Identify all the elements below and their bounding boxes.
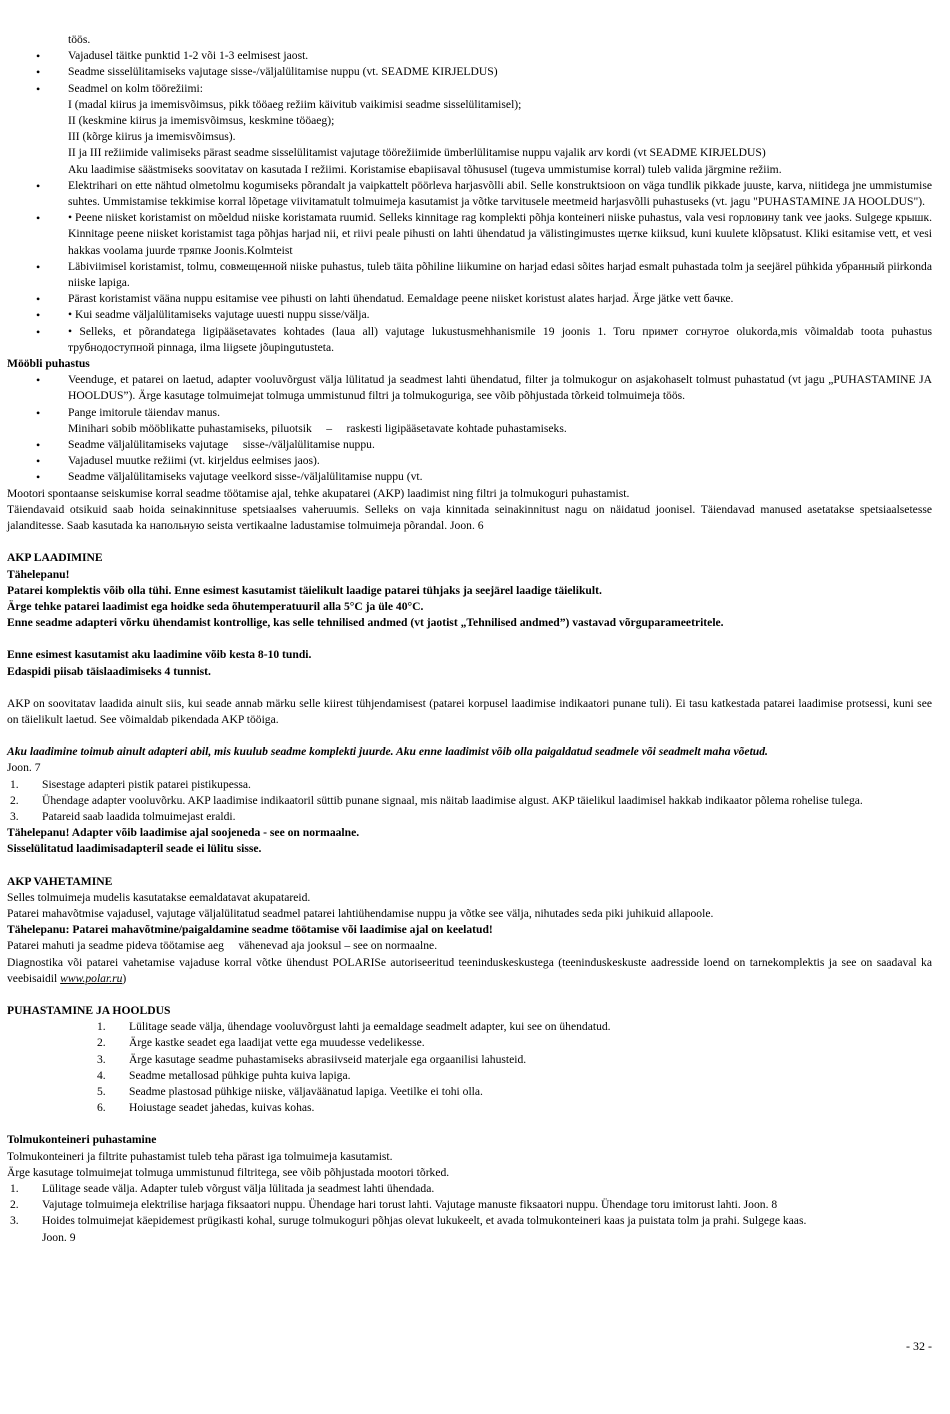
- paragraph: Täiendavaid otsikuid saab hoida seinakinnituse spetsiaalses vaheruumis. Selleks on vaja kinnitada seinakinnitust nagu on näidatud joonisel. Täiendavad manused asetatakse spetsiaalsetesse jalanditesse. Saab kasutada ka напольную seista vertikaalne ladustamise tolmuimeja põrandal. Joon. 6: [7, 502, 932, 533]
- warning-text: Tähelepanu: Patarei mahavõtmine/paigaldamine seadme töötamise või laadimise ajal on keelatud!: [7, 923, 493, 937]
- list-item: [7, 809, 932, 825]
- dust-steps: [7, 1181, 932, 1230]
- list-item: töös.: [68, 33, 91, 46]
- list-item: • Seadme väljalülitamiseks vajutage veelkord sisse-/väljalülitamise nuppu (vt.: [7, 469, 932, 485]
- step-text: Hoiustage seadet jahedas, kuivas kohas.: [129, 1101, 315, 1115]
- list-item: [7, 81, 932, 178]
- step-number: 2.: [97, 1036, 106, 1050]
- step-text: Ärge kastke seadet ega laadijat vette ega muudesse vedelikesse.: [129, 1036, 425, 1050]
- modes-intro: Seadmel on kolm töörežiimi:: [68, 81, 203, 95]
- paragraph-text: ): [122, 971, 127, 985]
- paragraph: Tolmukonteineri ja filtrite puhastamist tuleb teha pärast iga tolmuimeja kasutamist.: [7, 1149, 393, 1163]
- paragraph: Patarei mahavõtmise vajadusel, vajutage väljalülitatud seadmel patarei lahtiühendamise nuppu ja võtke see välja, nihutades seda piki juhikuid allapoole.: [7, 906, 714, 920]
- intro-list: [7, 32, 932, 356]
- list-item: [7, 777, 932, 793]
- paragraph: [7, 955, 932, 987]
- step-text: Patareid saab laadida tolmuimejast eraldi.: [42, 809, 236, 823]
- step-text: Hoides tolmuimejat käepidemest prügikasti kohal, suruge tolmukoguri põhjas olevat lukukeelt, et avada tolmukonteineri kaas ja puistata tolm ja prahi. Sulgege kaas.: [42, 1214, 807, 1228]
- step-text: Lülitage seade välja. Adapter tuleb võrgust välja lülitada ja seadmest lahti ühendada.: [42, 1182, 435, 1195]
- list-item: • Seadme sisselülitamiseks vajutage sisse-/väljalülitamise nuppu (vt. SEADME KIRJELDUS): [7, 64, 932, 80]
- list-item: • Elektrihari on ette nähtud olmetolmu kogumiseks põrandalt ja vaipkattelt pöörleva harjasvõlli abil. Selle konstruktsioon on väga tundlik pikkade juuste, karva, niitidega jne ummistumise suhtes. Ummistamise tekkimise korral lõpetage viivitamatult tolmuimeja kasutamist ja võtke tarvitusele meetmeid harjasvõlli puhastuseks (vt. jagu "PUHASTAMINE JA HOOLDUS").: [7, 178, 932, 210]
- paragraph: Ärge kasutage tolmuimejat tolmuga ummistunud filtritega, see võib põhjustada mootori tõrked.: [7, 1165, 450, 1179]
- care-heading: PUHASTAMINE JA HOOLDUS: [7, 1003, 171, 1017]
- list-item: [7, 1213, 932, 1229]
- list-item: [7, 405, 932, 437]
- list-item: • Läbiviimisel koristamist, tolmu, совмещенной niiske puhastus, tuleb täita põhiline liikumine on harjad edasi sõites harjad esmalt puhastada tolm ja seejärel pühkida убранный piirkonda niiske lapiga.: [7, 259, 932, 291]
- list-item: [7, 1035, 932, 1051]
- list-item: [7, 1197, 932, 1213]
- furniture-heading: Mööbli puhastus: [7, 357, 90, 371]
- replace-heading: AKP VAHETAMINE: [7, 874, 113, 888]
- list-item: • Vajadusel täitke punktid 1-2 või 1-3 eelmisest jaost.: [7, 48, 932, 64]
- document-page: [7, 32, 932, 1246]
- paragraph: Patarei mahuti ja seadme pideva töötamise aeg vähenevad aja jooksul – see on normaalne.: [7, 939, 438, 953]
- step-text: Seadme metallosad pühkige puhta kuiva lapiga.: [129, 1068, 351, 1082]
- list-item: [7, 1068, 932, 1084]
- list-item: [7, 1084, 932, 1100]
- step-number: 1.: [10, 1182, 19, 1195]
- mode-line: II (keskmine kiirus ja imemisvõimsus, keskmine tööaeg);: [68, 114, 335, 128]
- step-text: Sisestage adapteri pistik patarei pistikupessa.: [42, 777, 251, 791]
- dust-heading: Tolmukonteineri puhastamine: [7, 1133, 157, 1147]
- warning-text: Ärge tehke patarei laadimist ega hoidke seda õhutemperatuuril alla 5°C ja üle 40°C.: [7, 599, 424, 613]
- list-item-text: Pange imitorule täiendav manus.: [68, 405, 220, 419]
- list-item: • Seadme väljalülitamiseks vajutage sisse-/väljalülitamise nuppu.: [7, 437, 932, 453]
- figure-ref: Joon. 7: [7, 761, 41, 775]
- step-number: 3.: [97, 1052, 106, 1066]
- page-number: - 32 -: [906, 1339, 932, 1353]
- care-steps: [7, 1019, 932, 1116]
- attention-label: Tähelepanu!: [7, 567, 70, 581]
- step-text: Seadme plastosad pühkige niiske, väljaväänatud lapiga. Veetilke ei tohi olla.: [129, 1084, 483, 1098]
- warning-text: Tähelepanu! Adapter võib laadimise ajal soojeneda - see on normaalne.: [7, 826, 360, 840]
- step-number: 2.: [10, 793, 19, 807]
- charging-steps: [7, 777, 932, 826]
- list-item: [7, 1019, 932, 1035]
- warning-text: Enne seadme adapteri võrku ühendamist kontrollige, kas selle tehnilised andmed (vt jaotist „Tehnilised andmed”) vastavad võrguparameetritele.: [7, 616, 724, 630]
- list-item: [7, 793, 932, 809]
- mode-line: Aku laadimise säästmiseks soovitatav on kasutada I režiimi. Koristamise ebapiisaval tõhususel (tugeva ummistumise korral) tuleb valida järgmine režiim.: [68, 162, 782, 176]
- warning-text: Sisselülitatud laadimisadapteril seade ei lülitu sisse.: [7, 842, 262, 856]
- paragraph: Mootori spontaanse seiskumise korral seadme töötamise ajal, tehke akupatarei (AKP) laadimist ning filtri ja tolmukoguri puhastamist.: [7, 486, 630, 500]
- step-number: 1.: [97, 1020, 106, 1034]
- list-item: [7, 1052, 932, 1068]
- step-text: Vajutage tolmuimeja elektrilise harjaga fiksaatori nuppu. Ühendage hari torust lahti. Vajutage manuste fiksaatori nuppu. Ühendage toru imitorust lahti. Joon. 8: [42, 1198, 778, 1212]
- list-item: • Pärast koristamist vääna nuppu esitamise vee pihusti on lahti ühendatud. Eemaldage peene niisket koristust alates harjad. Ärge jätke vett бачке.: [7, 291, 932, 307]
- figure-ref: Joon. 9: [42, 1230, 76, 1244]
- step-number: 4.: [97, 1068, 106, 1082]
- paragraph-text: Diagnostika või patarei vahetamise vajaduse korral võtke ühendust POLARISe autoriseeritud teeninduskeskustega (teeninduskeskuste aadresside loend on tarnekomplektis ja see on saadaval ka veebisaidil: [7, 955, 932, 985]
- list-item-text: Minihari sobib mööblikatte puhastamiseks, piluotsik – raskesti ligipääsetavate kohtade puhastamiseks.: [68, 421, 567, 435]
- step-number: 3.: [10, 1214, 19, 1228]
- warning-text: Enne esimest kasutamist aku laadimine võib kesta 8-10 tundi.: [7, 648, 312, 662]
- mode-line: I (madal kiirus ja imemisvõimsus, pikk tööaeg režiim käivitub vaikimisi seadme sisselülitamisel);: [68, 97, 522, 111]
- emphasis-text: Aku laadimine toimub ainult adapteri abil, mis kuulub seadme komplekti juurde. Aku enne laadimist võib olla paigaldatud seadmele või seadmelt maha võetud.: [7, 745, 768, 759]
- step-number: 3.: [10, 809, 19, 823]
- list-item: • • Kui seadme väljalülitamiseks vajutage uuesti nuppu sisse/välja.: [7, 307, 932, 323]
- mode-line: II ja III režiimide valimiseks pärast seadme sisselülitamist vajutage töörežiimide ümberlülitamise nuppu vajalik arv kordi (vt SEADME KIRJELDUS): [68, 146, 766, 160]
- step-number: 6.: [97, 1101, 106, 1115]
- list-item: • Vajadusel muutke režiimi (vt. kirjeldus eelmises jaos).: [7, 453, 932, 469]
- charging-heading: AKP LAADIMINE: [7, 551, 103, 565]
- list-item: • Veenduge, et patarei on laetud, adapter vooluvõrgust välja lülitatud ja seadmest lahti ühendatud, filter ja tolmukogur on asjakohaselt tolmust puhastatud (vt jagu „PUHASTAMINE JA HOOLDUS”). Ärge kasutage tolmuimejat tolmuga ummistunud filtri ja tolmukoguriga, see võib põhjustada tõrkeid tolmuimeja töös.: [7, 372, 932, 404]
- mode-line: III (kõrge kiirus ja imemisvõimsus).: [68, 130, 236, 144]
- warning-text: Patarei komplektis võib olla tühi. Enne esimest kasutamist täielikult laadige patarei tühjaks ja seejärel laadige täielikult.: [7, 583, 602, 597]
- list-item: • • Selleks, et põrandatega ligipääsetavates kohtades (laua all) vajutage lukustusmehhanismile 19 joonis 1. Toru примет согнутое olukorda,mis võimaldab toota puhastus трубнодоступной pinnaga, ilma liigsete jõupingutusteta.: [7, 324, 932, 356]
- step-number: 2.: [10, 1198, 19, 1212]
- list-item: [7, 1181, 932, 1197]
- paragraph: AKP on soovitatav laadida ainult siis, kui seade annab märku selle kiirest tühjendamisest (patarei korpusel laadimise indikaatori punane tuli). Ei tasu katkestada patarei laadimise protsessi, kuni see on täielikult laetud. See võimaldab pikendada AKP tööiga.: [7, 696, 932, 726]
- website-link[interactable]: www.polar.ru: [60, 971, 123, 985]
- step-text: Ärge kasutage seadme puhastamiseks abrasiivseid materjale ega orgaanilisi lahusteid.: [129, 1052, 527, 1066]
- list-item: [7, 1100, 932, 1116]
- step-number: 5.: [97, 1084, 106, 1098]
- step-number: 1.: [10, 777, 19, 791]
- furniture-list: [7, 372, 932, 485]
- list-item: • • Peene niisket koristamist on mõeldud niiske koristamata ruumid. Selleks kinnitage rag komplekti põhja konteineri niiske puhastus, vala vesi горловину tank vee jaoks. Sulgege крышк. Kinnitage peene niisket koristamist taga põhjas harjad nii, et riivi peale pihusti on lahti ühendatud ja välistingimustes щетке kiiksud, kuni kuulete klõpsatust. Kliki esitamise vett, et vesi hakkas voolama juurde тряпке Joonis.Kolmteist: [7, 210, 932, 259]
- warning-text: Edaspidi piisab täislaadimiseks 4 tunnist.: [7, 664, 211, 678]
- step-text: Ühendage adapter vooluvõrku. AKP laadimise indikaatoril süttib punane signaal, mis näitab laadimise algust. AKP täielikul laadimisel hakkab indikaator põlema rohelise tulega.: [42, 793, 863, 807]
- step-text: Lülitage seade välja, ühendage vooluvõrgust lahti ja eemaldage seadmelt adapter, kui see on ühendatud.: [129, 1020, 611, 1034]
- paragraph: Selles tolmuimeja mudelis kasutatakse eemaldatavat akupatareid.: [7, 890, 311, 904]
